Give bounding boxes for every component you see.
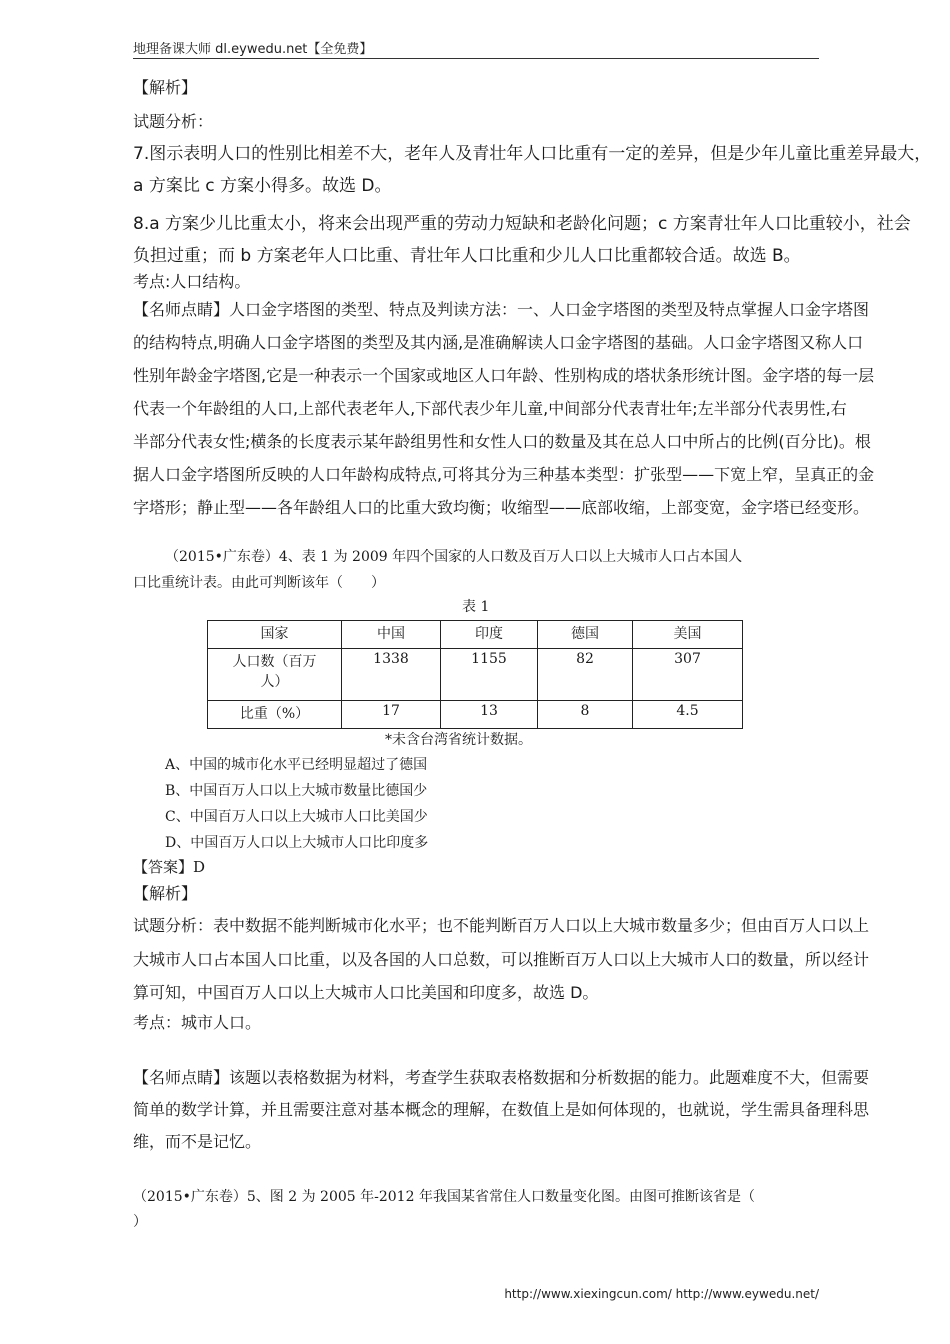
table-cell: 1155 xyxy=(441,649,538,701)
table-header-cell: 德国 xyxy=(538,621,633,649)
table-cell: 4.5 xyxy=(633,701,743,729)
row-label-part: 人） xyxy=(260,674,289,690)
tips-1-line: 据人口金字塔图所反映的人口年龄构成特点,可将其分为三种基本类型：扩张型——下宽上窄，呈真正的金 xyxy=(133,465,875,484)
tips-1-line: 的结构特点,明确人口金字塔图的类型及其内涵,是准确解读人口金字塔图的基础。人口金字塔图又称人口 xyxy=(133,333,864,352)
analysis-2-line: 试题分析：表中数据不能判断城市化水平；也不能判断百万人口以上大城市数量多少；但由百万人口以上 xyxy=(133,916,870,935)
tips-2-line: 【名师点睛】该题以表格数据为材料，考查学生获取表格数据和分析数据的能力。此题难度不大，但需要 xyxy=(133,1068,870,1087)
tips-1-line: 【名师点睛】人口金字塔图的类型、特点及判读方法：一、人口金字塔图的类型及特点掌握人口金字塔图 xyxy=(133,300,870,319)
table-row-label: 比重（%） xyxy=(208,701,342,729)
table-note: *未含台湾省统计数据。 xyxy=(385,732,532,748)
q5-stem-line-2: ） xyxy=(133,1214,147,1230)
population-table xyxy=(207,620,743,729)
table-cell: 17 xyxy=(342,701,441,729)
q4-stem-line-2: 口比重统计表。由此可判断该年（ ） xyxy=(133,575,385,591)
q7-line-2: a 方案比 c 方案小得多。故选 D。 xyxy=(133,176,392,196)
table-row xyxy=(208,701,743,729)
kaodian-2: 考点：城市人口。 xyxy=(133,1013,262,1032)
answer: 【答案】D xyxy=(133,858,206,876)
option-d: D、中国百万人口以上大城市人口比印度多 xyxy=(165,835,429,851)
q4-stem-line-1: （2015•广东卷）4、表 1 为 2009 年四个国家的人口数及百万人口以上大城市人口占本国人 xyxy=(165,549,743,565)
table-header-cell: 印度 xyxy=(441,621,538,649)
table-cell: 8 xyxy=(538,701,633,729)
table-cell: 13 xyxy=(441,701,538,729)
table-header-cell: 美国 xyxy=(633,621,743,649)
q8-line-2: 负担过重；而 b 方案老年人口比重、青壮年人口比重和少儿人口比重都较合适。故选 B。 xyxy=(133,246,801,266)
analysis-2-line: 算可知，中国百万人口以上大城市人口比美国和印度多，故选 D。 xyxy=(133,983,599,1002)
option-b: B、中国百万人口以上大城市数量比德国少 xyxy=(165,783,428,799)
row-label-part: 人口数（百万 xyxy=(232,654,317,670)
q7-line-1: 7.图示表明人口的性别比相差不大，老年人及青壮年人口比重有一定的差异，但是少年儿童比重差异最大， xyxy=(133,144,932,164)
tips-2-line: 简单的数学计算，并且需要注意对基本概念的理解，在数值上是如何体现的，也就说，学生需具备理科思 xyxy=(133,1100,870,1119)
kaodian-1: 考点:人口结构。 xyxy=(133,272,251,291)
jiexi-heading-2: 【解析】 xyxy=(133,884,198,903)
table-header-cell: 中国 xyxy=(342,621,441,649)
table-header-row xyxy=(208,621,743,649)
tips-1-line: 性别年龄金字塔图,它是一种表示一个国家或地区人口年龄、性别构成的塔状条形统计图。金字塔的每一层 xyxy=(133,366,875,385)
tips-1-line: 字塔形；静止型——各年龄组人口的比重大致均衡；收缩型——底部收缩，上部变宽，金字塔已经变形。 xyxy=(133,498,870,517)
q5-stem-line-1: （2015•广东卷）5、图 2 为 2005 年-2012 年我国某省常住人口数量变化图。由图可推断该省是（ xyxy=(133,1189,755,1205)
tips-2-line: 维，而不是记忆。 xyxy=(133,1132,262,1151)
option-a: A、中国的城市化水平已经明显超过了德国 xyxy=(165,757,428,773)
page-footer: http://www.xiexingcun.com/ http://www.eywedu.net/ xyxy=(504,1287,819,1301)
table-row-label xyxy=(208,649,342,701)
analysis-label-1: 试题分析： xyxy=(133,112,214,131)
header-divider xyxy=(133,58,819,59)
q8-line-1: 8.a 方案少儿比重太小，将来会出现严重的劳动力短缺和老龄化问题；c 方案青壮年人口比重较小，社会 xyxy=(133,214,911,234)
analysis-2-line: 大城市人口占本国人口比重，以及各国的人口总数，可以推断百万人口以上大城市人口的数量，所以经计 xyxy=(133,950,870,969)
table-cell: 1338 xyxy=(342,649,441,701)
tips-1-line: 代表一个年龄组的人口,上部代表老年人,下部代表少年儿童,中间部分代表青壮年;左半部分代表男性,右 xyxy=(133,399,847,418)
jiexi-heading-1: 【解析】 xyxy=(133,78,198,97)
tips-1-line: 半部分代表女性;横条的长度表示某年龄组男性和女性人口的数量及其在总人口中所占的比例(百分比)。根 xyxy=(133,432,871,451)
table-title: 表 1 xyxy=(462,599,490,615)
table-cell: 307 xyxy=(633,649,743,701)
page-header: 地理备课大师 dl.eywedu.net【全免费】 xyxy=(133,42,373,57)
option-c: C、中国百万人口以上大城市人口比美国少 xyxy=(165,809,428,825)
table-row xyxy=(208,649,743,701)
table-header-cell: 国家 xyxy=(208,621,342,649)
table-cell: 82 xyxy=(538,649,633,701)
